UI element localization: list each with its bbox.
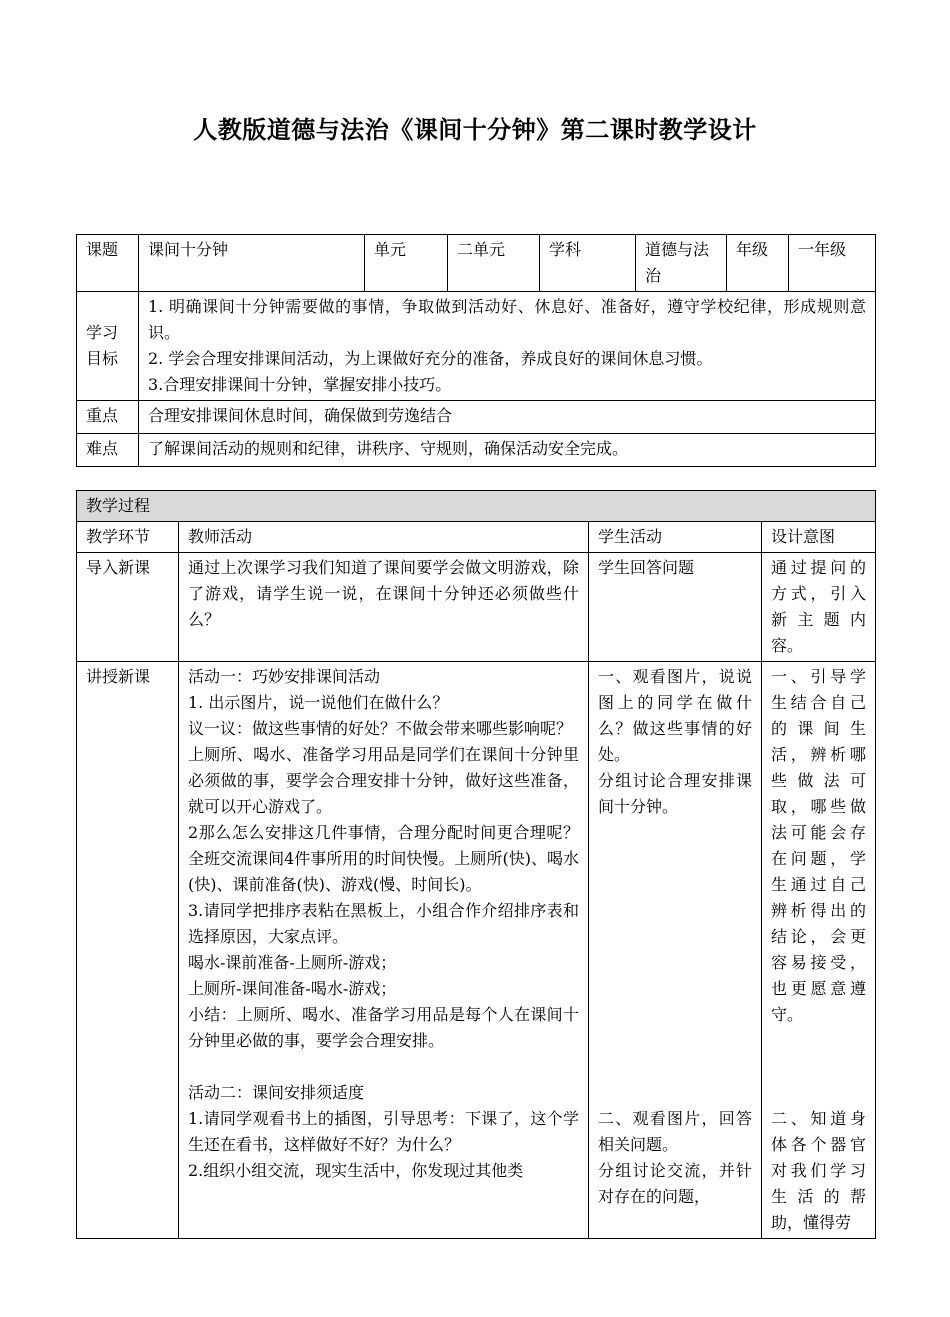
goal-3: 3.合理安排课间十分钟，掌握安排小技巧。 (148, 375, 452, 394)
teacher-step-1: 1. 出示图片，说一说他们在做什么？ (188, 693, 449, 712)
column-intent: 设计意图 (762, 522, 876, 553)
teaching-process-table (76, 490, 876, 1239)
student-discuss2: 分组讨论交流，并针对存在的问题， (598, 1161, 752, 1206)
document-title: 人教版道德与法治《课间十分钟》第二课时教学设计 (193, 115, 757, 144)
lesson-teacher (179, 662, 589, 1239)
spacer (598, 1002, 752, 1028)
subject-label: 学科 (540, 235, 636, 292)
teacher-order-2: 上厕所-课间准备-喝水-游戏； (188, 979, 397, 998)
spacer (188, 1054, 579, 1080)
column-stage: 教学环节 (77, 522, 179, 553)
teacher-activity2-step-2: 2.组织小组交流，现实生活中，你发现过其他类 (188, 1161, 524, 1180)
spacer (771, 1080, 866, 1106)
goal-2: 2. 学会合理安排课间活动，为上课做好充分的准备，养成良好的课间休息习惯。 (148, 349, 713, 368)
spacer (771, 1054, 866, 1080)
spacer (598, 976, 752, 1002)
goals-content (139, 292, 876, 401)
subject-value: 道德与法治 (636, 235, 727, 292)
spacer (598, 1028, 752, 1054)
spacer (598, 898, 752, 924)
goals-label: 学习目标 (77, 292, 139, 401)
intro-intent: 通过提问的方式，引入新主题内容。 (762, 553, 876, 662)
student-activity1: 一、观看图片，说说图上的同学在做什么？做这些事情的好处。 (598, 667, 752, 764)
spacer (598, 950, 752, 976)
goal-1: 1. 明确课间十分钟需要做的事情，争取做到活动好、休息好、准备好，遵守学校纪律，形成规则意识。 (148, 297, 866, 342)
teacher-discuss: 议一议：做这些事情的好处？不做会带来哪些影响呢？ (188, 719, 573, 738)
spacer (598, 924, 752, 950)
lesson-intent (762, 662, 876, 1239)
intro-student: 学生回答问题 (589, 553, 762, 662)
topic-label: 课题 (77, 235, 139, 292)
teacher-step-3: 3.请同学把排序表粘在黑板上，小组合作介绍排序表和选择原因，大家点评。 (188, 901, 579, 946)
difficulty-label: 难点 (77, 434, 139, 467)
teacher-order-1: 喝水-课前准备-上厕所-游戏； (188, 953, 397, 972)
lesson-student (589, 662, 762, 1239)
teacher-activity2-title: 活动二：课间安排须适度 (188, 1083, 365, 1102)
column-student: 学生活动 (589, 522, 762, 553)
topic-value: 课间十分钟 (139, 235, 365, 292)
difficulty-value: 了解课间活动的规则和纪律，讲秩序、守规则，确保活动安全完成。 (139, 434, 876, 467)
intent-1: 一、引导学生结合自己的课间生活，辨析哪些做法可取，哪些做法可能会存在问题，学生通过自己辨析得出的结论，会更容易接受，也更愿意遵守。 (771, 667, 867, 1024)
spacer (598, 1080, 752, 1106)
process-header: 教学过程 (77, 491, 876, 522)
key-value: 合理安排课间休息时间，确保做到劳逸结合 (139, 401, 876, 434)
key-label: 重点 (77, 401, 139, 434)
spacer (598, 820, 752, 846)
intro-teacher: 通过上次课学习我们知道了课间要学会做文明游戏，除了游戏，请学生说一说，在课间十分钟还必须做些什么？ (179, 553, 589, 662)
unit-value: 二单元 (448, 235, 540, 292)
teacher-step-2: 2那么怎么安排这几件事情，合理分配时间更合理呢？全班交流课间4件事所用的时间快慢。上厕所(快)、喝水(快)、课前准备(快)、游戏(慢、时间长)。 (188, 823, 579, 894)
teacher-summary: 小结：上厕所、喝水、准备学习用品是每个人在课间十分钟里必做的事，要学会合理安排。 (188, 1005, 579, 1050)
intro-stage: 导入新课 (77, 553, 179, 662)
teacher-activity2-step-1: 1.请同学观看书上的插图，引导思考：下课了，这个学生还在看书，这样做好不好？为什么？ (188, 1109, 579, 1154)
unit-label: 单元 (365, 235, 448, 292)
grade-value: 一年级 (789, 235, 876, 292)
spacer (598, 872, 752, 898)
spacer (598, 1054, 752, 1080)
column-teacher: 教师活动 (179, 522, 589, 553)
teacher-explain: 上厕所、喝水、准备学习用品是同学们在课间十分钟里必须做的事，要学会合理安排十分钟，做好这些准备，就可以开心游戏了。 (188, 745, 579, 816)
intent-2: 二、知道身体各个器官对我们学习生活的帮助，懂得劳 (771, 1109, 867, 1232)
lesson-info-table (76, 234, 876, 467)
grade-label: 年级 (727, 235, 789, 292)
spacer (771, 1028, 866, 1054)
lesson-stage: 讲授新课 (77, 662, 179, 1239)
student-discuss1: 分组讨论合理安排课间十分钟。 (598, 771, 752, 816)
teacher-activity1-title: 活动一：巧妙安排课间活动 (188, 667, 381, 686)
student-activity2: 二、观看图片，回答相关问题。 (598, 1109, 752, 1154)
spacer (598, 846, 752, 872)
